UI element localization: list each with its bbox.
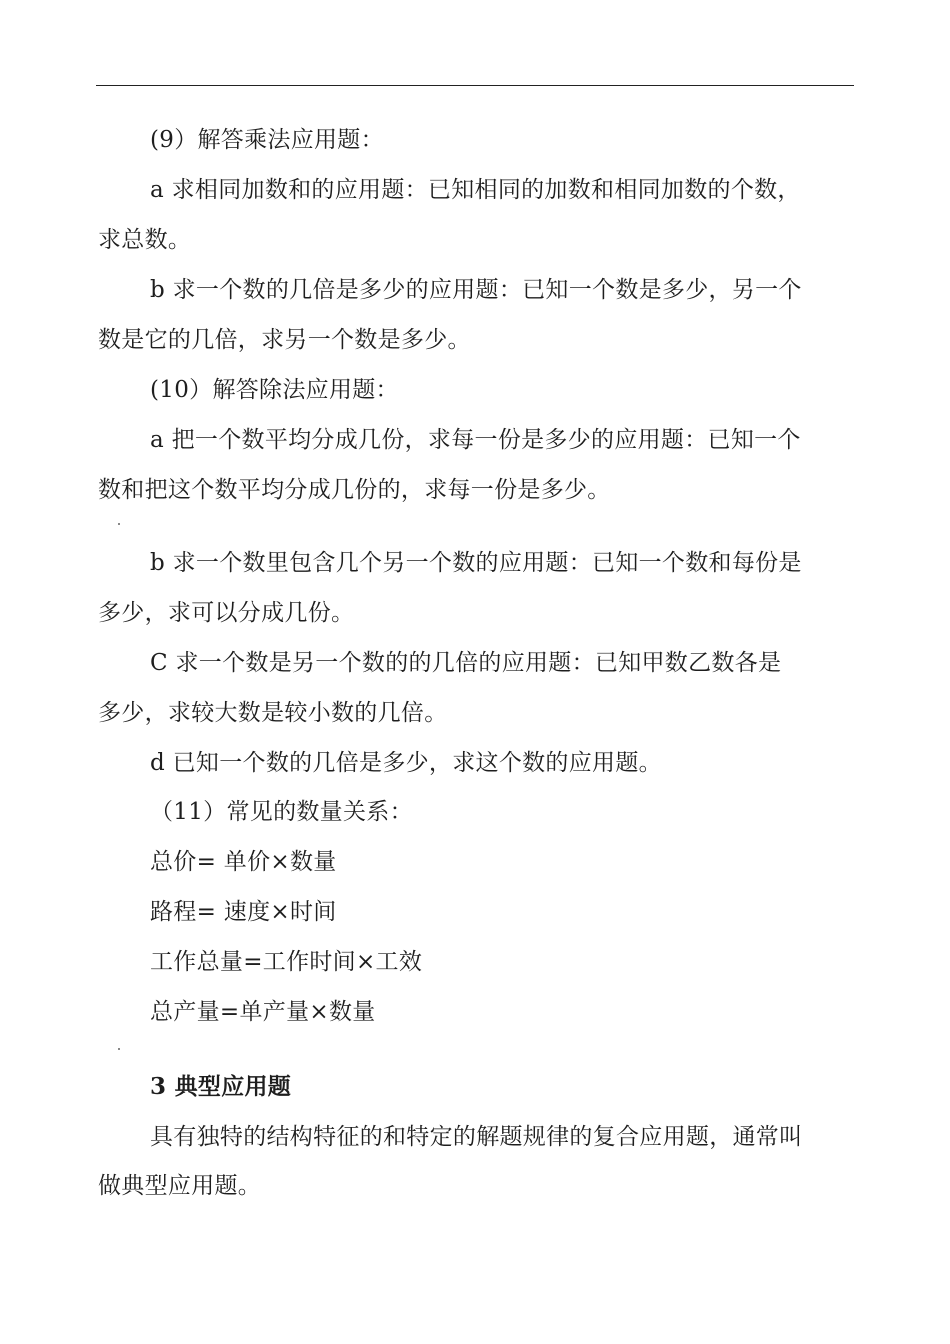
section-9-heading: (9）解答乘法应用题： — [150, 127, 384, 153]
formula-total-output: 总产量=单产量×数量 — [150, 999, 376, 1025]
paragraph-mark — [118, 523, 120, 525]
section-9-item-a-line-1: a 求相同加数和的应用题：已知相同的加数和相同加数的个数， — [150, 177, 801, 203]
paragraph-mark — [118, 1048, 120, 1050]
section-10-item-b-line-1: b 求一个数里包含几个另一个数的应用题：已知一个数和每份是 — [150, 550, 802, 576]
section-10-item-a-line-2: 数和把这个数平均分成几份的，求每一份是多少。 — [98, 477, 611, 503]
section-10-item-c-line-2: 多少，求较大数是较小数的几倍。 — [98, 700, 448, 726]
section-11-heading: （11）常见的数量关系： — [150, 799, 413, 825]
section-10-item-b-line-2: 多少，求可以分成几份。 — [98, 600, 355, 626]
section-9-item-b-line-2: 数是它的几倍，求另一个数是多少。 — [98, 327, 471, 353]
section-3-paragraph-line-2: 做典型应用题。 — [98, 1173, 262, 1199]
section-3-paragraph-line-1: 具有独特的结构特征的和特定的解题规律的复合应用题，通常叫 — [150, 1124, 803, 1150]
formula-distance: 路程= 速度×时间 — [150, 899, 337, 925]
formula-total-price: 总价= 单价×数量 — [150, 849, 337, 875]
section-9-item-b-line-1: b 求一个数的几倍是多少的应用题：已知一个数是多少，另一个 — [150, 277, 802, 303]
header-rule — [96, 85, 854, 86]
section-9-item-a-line-2: 求总数。 — [98, 227, 192, 253]
section-10-heading: (10）解答除法应用题： — [150, 377, 399, 403]
section-3-heading: 3 典型应用题 — [150, 1073, 292, 1100]
section-10-item-d: d 已知一个数的几倍是多少，求这个数的应用题。 — [150, 750, 662, 776]
formula-total-work: 工作总量=工作时间×工效 — [150, 949, 423, 975]
section-10-item-c-line-1: C 求一个数是另一个数的的几倍的应用题：已知甲数乙数各是 — [150, 650, 782, 676]
section-10-item-a-line-1: a 把一个数平均分成几份，求每一份是多少的应用题：已知一个 — [150, 427, 801, 453]
